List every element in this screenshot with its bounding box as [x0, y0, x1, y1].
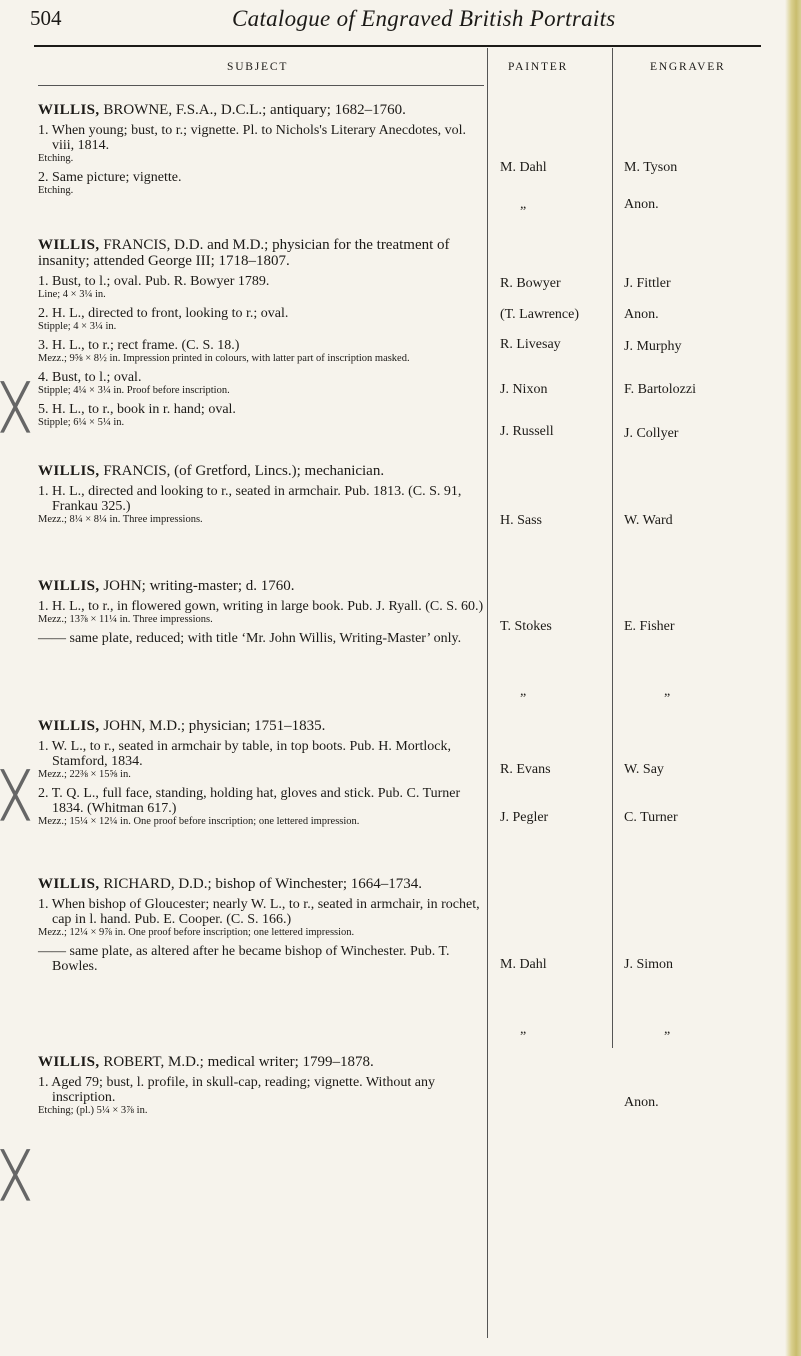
engraver-name: J. Simon	[624, 957, 674, 972]
engraver-name: „	[664, 684, 671, 699]
engraver-name: J. Collyer	[624, 426, 679, 441]
margin-cross-mark: ╳	[2, 770, 29, 821]
subject-header-rule	[38, 85, 484, 86]
engraver-name: Anon.	[624, 1095, 659, 1110]
engraver-name: „	[664, 1022, 671, 1037]
engraver-name: Anon.	[624, 197, 659, 212]
engraver-name: Anon.	[624, 307, 659, 322]
engraver-name: W. Ward	[624, 513, 673, 528]
painter-name: R. Bowyer	[500, 276, 561, 291]
painter-name: T. Stokes	[500, 619, 552, 634]
painter-name: J. Russell	[500, 424, 554, 439]
entry-heading: WILLIS, RICHARD, D.D.; bishop of Winchester; 1664–1734.	[38, 876, 423, 892]
painter-name: (T. Lawrence)	[500, 307, 580, 322]
header-rule	[34, 45, 761, 47]
entry-item: 1. H. L., to r., in flowered gown, writing in large book. Pub. J. Ryall. (C. S. 60.) Mezz.; 13⅞ × 11¼ in. Three impressions.	[38, 599, 484, 625]
catalogue-entry	[38, 718, 486, 828]
entry-heading: WILLIS, JOHN; writing-master; d. 1760.	[38, 578, 295, 594]
engraver-name: M. Tyson	[624, 160, 678, 175]
running-title: Catalogue of Engraved British Portraits	[232, 6, 616, 31]
entry-item: 1. Bust, to l.; oval. Pub. R. Bowyer 1789. Line; 4 × 3¼ in.	[38, 274, 270, 300]
column-header-engraver: ENGRAVER	[650, 61, 726, 73]
engraver-name: F. Bartolozzi	[624, 382, 696, 397]
engraver-name: W. Say	[624, 762, 664, 777]
entry-item: —— same plate, reduced; with title ‘Mr. John Willis, Writing-Master’ only.	[38, 631, 462, 646]
painter-name: J. Pegler	[500, 810, 549, 825]
painter-name: „	[520, 197, 527, 212]
catalogue-entry	[38, 463, 486, 526]
entry-item: 2. T. Q. L., full face, standing, holding hat, gloves and stick. Pub. C. Turner 1834. (Whitman 617.) Mezz.; 15¼ × 12¼ in. One proof before inscription; one lettered impression.	[38, 786, 461, 827]
painter-name: „	[520, 684, 527, 699]
entry-item: 3. H. L., to r.; rect frame. (C. S. 18.) Mezz.; 9⅝ × 8½ in. Impression printed in colours, with latter part of inscription masked.	[38, 338, 410, 364]
column-divider-painter	[487, 48, 488, 1338]
margin-cross-mark: ╳	[2, 1150, 29, 1201]
column-header-painter: PAINTER	[508, 61, 569, 73]
margin-cross-mark: ╳	[2, 382, 29, 433]
entry-heading: WILLIS, ROBERT, M.D.; medical writer; 1799–1878.	[38, 1054, 374, 1070]
page-edge	[785, 0, 801, 1356]
catalogue-entry	[38, 578, 486, 646]
column-divider-engraver	[612, 48, 613, 1048]
column-header-subject: SUBJECT	[227, 61, 289, 73]
painter-name: M. Dahl	[500, 957, 547, 972]
entry-item: 1. When young; bust, to r.; vignette. Pl. to Nichols's Literary Anecdotes, vol. viii, 1814. Etching.	[38, 123, 467, 164]
painter-name: R. Evans	[500, 762, 551, 777]
entry-item: 1. Aged 79; bust, l. profile, in skull-cap, reading; vignette. Without any inscription. Etching; (pl.) 5¼ × 3⅞ in.	[38, 1075, 435, 1116]
entry-heading: WILLIS, FRANCIS, D.D. and M.D.; physician for the treatment of insanity; attended George III; 1718–1807.	[38, 237, 450, 269]
painter-name: M. Dahl	[500, 160, 547, 175]
entry-item: 1. When bishop of Gloucester; nearly W. L., to r., seated in armchair, in rochet, cap in l. hand. Pub. E. Cooper. (C. S. 166.) Mezz.; 12¼ × 9⅞ in. One proof before inscription; one lettered impression.	[38, 897, 480, 938]
catalogue-entry	[38, 1054, 486, 1117]
entry-item: 2. H. L., directed to front, looking to r.; oval. Stipple; 4 × 3¼ in.	[38, 306, 289, 332]
engraver-name: J. Murphy	[624, 339, 682, 354]
entry-item: 4. Bust, to l.; oval. Stipple; 4¼ × 3¼ in. Proof before inscription.	[38, 370, 230, 396]
engraver-name: E. Fisher	[624, 619, 675, 634]
painter-name: „	[520, 1022, 527, 1037]
entry-item: 2. Same picture; vignette. Etching.	[38, 170, 182, 196]
entry-item: 1. W. L., to r., seated in armchair by table, in top boots. Pub. H. Mortlock, Stamford, 1834. Mezz.; 22⅜ × 15⅝ in.	[38, 739, 451, 780]
painter-name: R. Livesay	[500, 337, 561, 352]
entry-item: 1. H. L., directed and looking to r., seated in armchair. Pub. 1813. (C. S. 91, Frankau 325.) Mezz.; 8¼ × 8¼ in. Three impressions.	[38, 484, 462, 525]
catalogue-entry	[38, 237, 486, 429]
catalogue-entry	[38, 876, 486, 974]
painter-name: H. Sass	[500, 513, 543, 528]
page-number: 504	[30, 6, 62, 30]
entry-heading: WILLIS, BROWNE, F.S.A., D.C.L.; antiquary; 1682–1760.	[38, 102, 406, 118]
engraver-name: J. Fittler	[624, 276, 671, 291]
entry-heading: WILLIS, JOHN, M.D.; physician; 1751–1835.	[38, 718, 326, 734]
entry-item: 5. H. L., to r., book in r. hand; oval. Stipple; 6¼ × 5¼ in.	[38, 402, 236, 428]
entry-heading: WILLIS, FRANCIS, (of Gretford, Lincs.); mechanician.	[38, 463, 385, 479]
entry-item: —— same plate, as altered after he became bishop of Winchester. Pub. T. Bowles.	[38, 944, 450, 974]
painter-name: J. Nixon	[500, 382, 548, 397]
catalogue-entry	[38, 102, 486, 197]
engraver-name: C. Turner	[624, 810, 678, 825]
